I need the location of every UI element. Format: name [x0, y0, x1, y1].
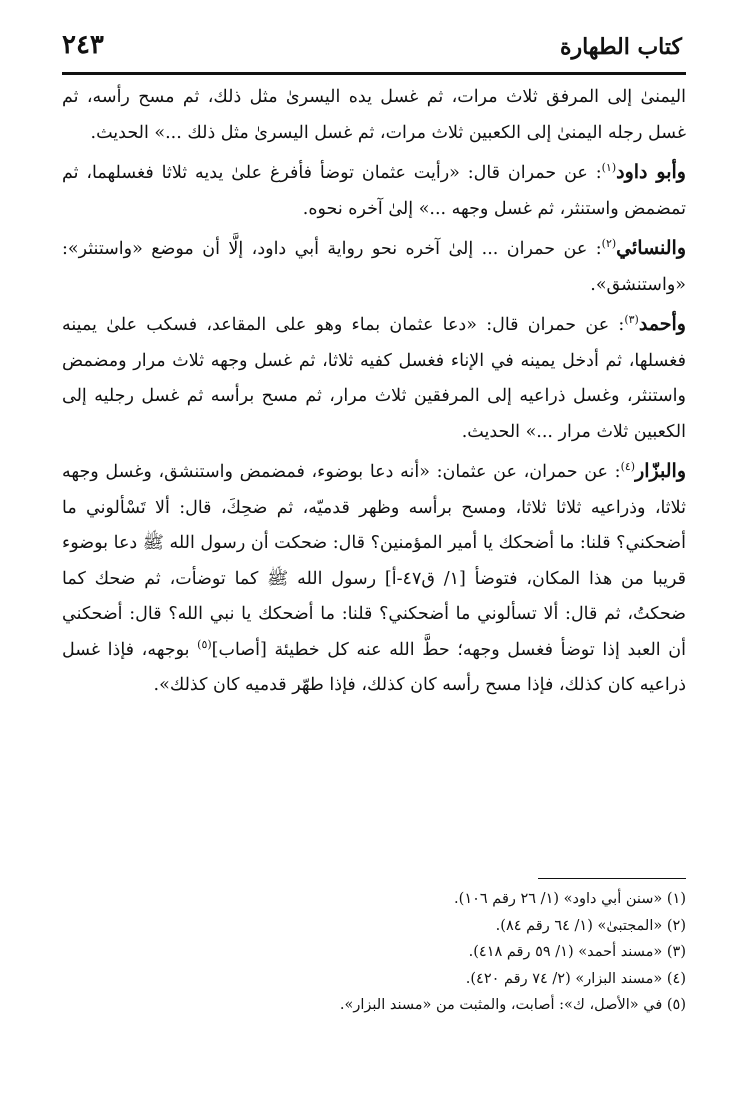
paragraph-text: : عن حمران ... إلىٰ آخره نحو رواية أبي داود، إلَّا أن موضع «واستنثر»: «واستنشق». — [62, 239, 686, 295]
footnote-ref: (٥) — [197, 637, 212, 651]
footnote-item: (٥) في «الأصل، ك»: أصابت، والمثبت من «مسند البزار». — [339, 997, 686, 1013]
page-header — [62, 28, 682, 68]
paragraph-intro — [62, 80, 686, 151]
paragraph-text: اليمنىٰ إلى المرفق ثلاث مرات، ثم غسل يده اليسرىٰ مثل ذلك، ثم مسح رأسه، ثم غسل رجله اليمنىٰ إلى الكعبين ثلاث مرات، ثم غسل اليسرىٰ مثل ذلك ...» الحديث. — [62, 87, 686, 143]
paragraph-abu-dawud — [62, 155, 686, 227]
main-text — [62, 80, 686, 704]
footnote-separator — [538, 878, 686, 879]
header-rule — [62, 72, 686, 75]
source-name: وأحمد — [638, 313, 686, 335]
footnote-item: (١) «سنن أبي داود» (١/ ٢٦ رقم ١٠٦). — [454, 891, 686, 907]
footnote-item: (٢) «المجتبىٰ» (١/ ٦٤ رقم ٨٤). — [495, 917, 686, 934]
paragraph-bazzar — [62, 454, 686, 704]
footnote-ref: (٣) — [624, 313, 639, 327]
footnote-ref: (٢) — [601, 237, 617, 251]
page-number: ٢٤٣ — [62, 30, 104, 60]
footnote-ref: (٤) — [620, 460, 636, 474]
chapter-title: كتاب الطهارة — [559, 34, 682, 60]
paragraph-ahmad — [62, 307, 686, 450]
paragraph-nasai — [62, 231, 686, 303]
source-name: وأبو داود — [616, 161, 686, 183]
source-name: والبزّار — [635, 460, 686, 482]
paragraph-text: : عن حمران، عن عثمان: «أنه دعا بوضوء، فمضمض واستنشق، وغسل وجهه ثلاثا، وذراعيه ثلاثا ثلاثا، ومسح برأسه وظهر قدميّه، ثم ضحِكَ، قال: ألا تَسْألوني ما أضحكني؟ قلنا: ما أضحكك يا أمير المؤمنين؟ قال: ضحكت أن رسول الله ﷺ دعا بوضوء قريبا من هذا المكان، فتوضأ [١/ ق٤٧-أ] رسول الله ﷺ كما توضأت، ثم ضحك كما ضحكتُ، ثم قال: ألا تسألوني ما أضحكني؟ قلنا: ما أضحكك يا نبي الله؟ قال: أضحكني أن العبد إذا توضأ فغسل وجهه؛ حطَّ الله عنه كل خطيئة [أصاب] — [62, 462, 686, 660]
paragraph-text: : عن حمران قال: «دعا عثمان بماء وهو على المقاعد، فسكب علىٰ يمينه فغسلها، ثم أدخل يمينه في الإناء فغسل كفيه ثلاثا، ثم غسل وجهه ثلاث مرار ومضمض واستنثر، وغسل ذراعيه إلى المرفقين ثلاث مرار، ثم مسح برأسه ثم غسل رجليه إلى الكعبين ثلاث مرار ...» الحديث. — [62, 315, 686, 442]
footnote-item: (٣) «مسند أحمد» (١/ ٥٩ رقم ٤١٨). — [468, 944, 686, 960]
footnote-ref: (١) — [601, 161, 617, 175]
footnote-item: (٤) «مسند البزار» (٢/ ٧٤ رقم ٤٢٠). — [465, 970, 686, 987]
source-name: والنسائي — [616, 237, 686, 259]
paragraph-text: : عن حمران قال: «رأيت عثمان توضأ فأفرغ علىٰ يديه ثلاثا فغسلهما، ثم تمضمض واستنثر، ثم غسل وجهه ...» إلىٰ آخره نحوه. — [62, 163, 686, 219]
footnotes — [62, 886, 686, 1019]
paragraph-text: بوجهه، فإذا غسل ذراعيه كان كذلك، فإذا مسح رأسه كان كذلك، فإذا طهّر قدميه كان كذلك». — [62, 639, 686, 695]
